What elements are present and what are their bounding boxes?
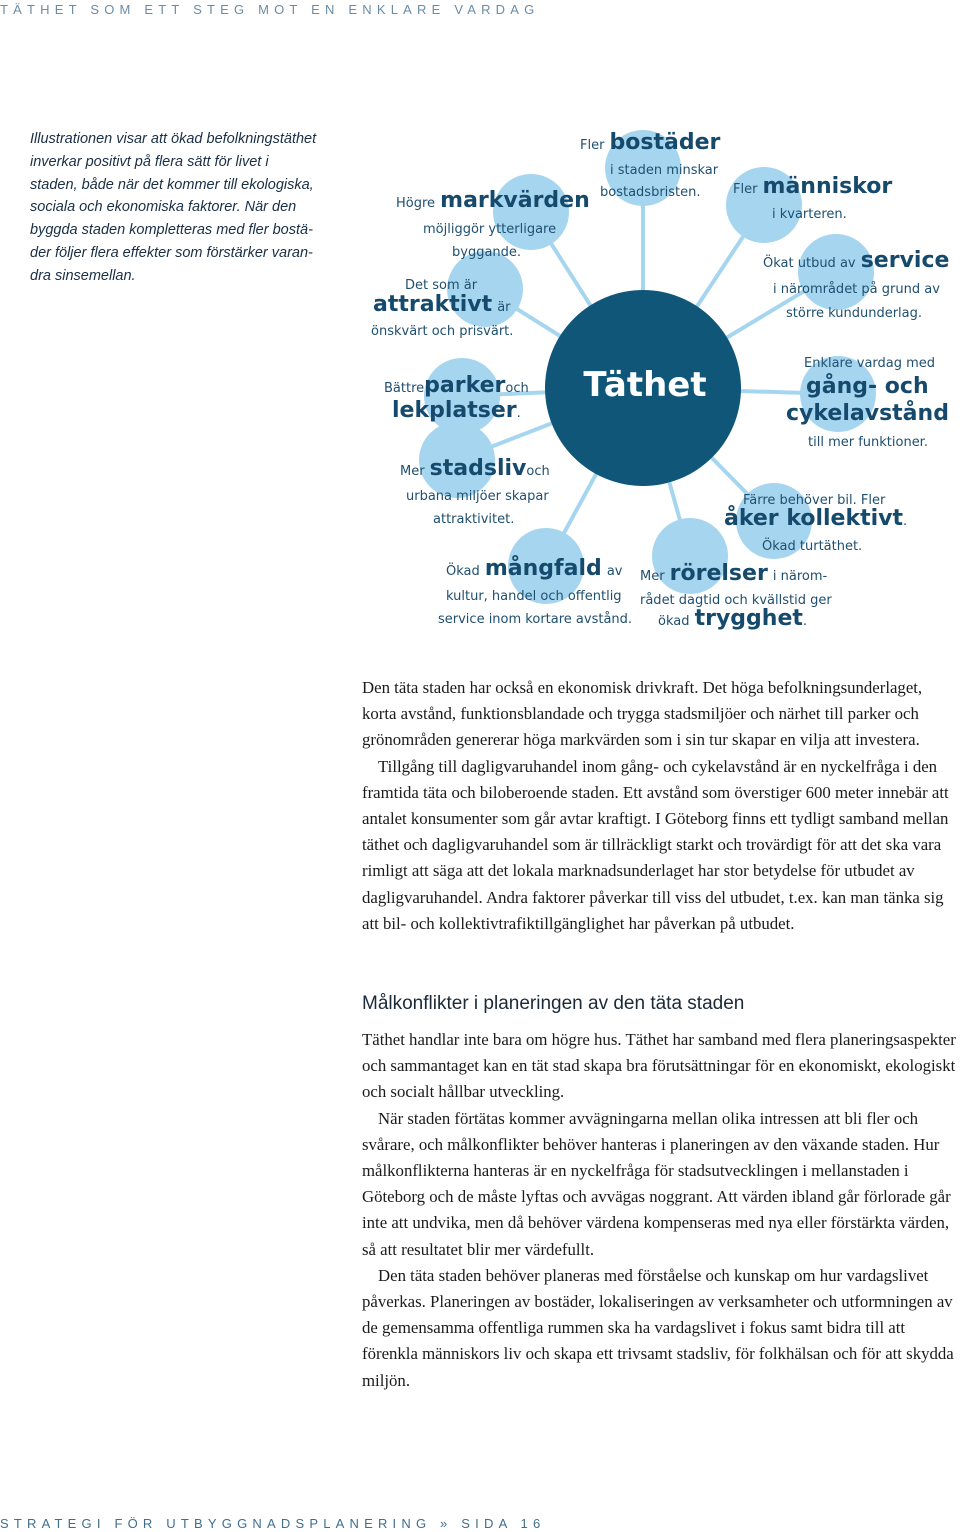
mangfald-line3: service inom kortare avstånd. <box>438 612 633 627</box>
page-header: TÄTHET SOM ETT STEG MOT EN ENKLARE VARDAG <box>0 2 540 17</box>
bostader-keyword: bostäder <box>609 130 721 155</box>
manniskor-keyword: människor <box>762 174 893 199</box>
kollektivt-keyword: åker kollektivt <box>724 506 904 531</box>
trygghet-prefix: ökad <box>658 614 690 629</box>
paragraph: Den täta staden behöver planeras med förståelse och kunskap om hur vardagslivet påverkas. Planeringen av bostäder, lokaliseringen av verksamheter och utformningen av de gemensamma offentliga rummen ska ha vardagslivet i fokus samt bidra till att förenkla människors liv och skapa ett trivsamt stadsliv, för folkhälsan och för att skydda miljön. <box>362 1265 954 1390</box>
label-attraktivt <box>373 292 511 317</box>
service-keyword: service <box>860 248 950 273</box>
gang-line4: till mer funktioner. <box>808 435 928 450</box>
manniskor-prefix: Fler <box>733 182 758 197</box>
kollektivt-line1: Färre behöver bil. Fler <box>743 493 886 508</box>
gang-line1: Enklare vardag med <box>804 356 936 371</box>
label-trygghet <box>658 606 807 631</box>
label-rorelser <box>640 561 827 586</box>
rorelser-suffix: i närom- <box>772 569 828 584</box>
attraktivt-prefix: Det som är <box>405 278 478 293</box>
trygghet-keyword: trygghet <box>694 606 803 631</box>
mangfald-keyword: mångfald <box>484 556 602 581</box>
attraktivt-suffix: är <box>497 300 511 315</box>
label-lekplatser <box>392 398 521 423</box>
parker-suffix: och <box>505 381 529 396</box>
service-prefix: Ökat utbud av <box>763 256 856 271</box>
label-bostader <box>580 130 720 155</box>
rorelser-line2: rådet dagtid och kvällstid ger <box>640 593 832 608</box>
service-line3: större kundunderlag. <box>786 306 923 321</box>
markvarden-line2: möjliggör ytterligare <box>423 222 557 237</box>
service-line2: i närområdet på grund av <box>773 282 940 297</box>
section-heading: Målkonflikter i planeringen av den täta staden <box>362 993 745 1014</box>
attraktivt-line3: önskvärt och prisvärt. <box>371 324 514 339</box>
mangfald-prefix: Ökad <box>446 564 480 579</box>
rorelser-prefix: Mer <box>640 569 665 584</box>
gang-keyword: gång- och <box>806 374 929 399</box>
label-stadsliv <box>400 456 550 481</box>
markvarden-line3: byggande. <box>452 245 522 260</box>
page-footer: STRATEGI FÖR UTBYGGNADSPLANERING » SIDA 16 <box>0 1516 546 1531</box>
label-manniskor <box>733 174 892 199</box>
manniskor-line2: i kvarteren. <box>772 207 847 222</box>
label-parker <box>384 373 529 398</box>
parker-keyword: parker <box>424 373 506 398</box>
body-section-1 <box>362 675 956 937</box>
parker-prefix: Bättre <box>384 381 425 396</box>
label-markvarden <box>396 188 590 213</box>
stadsliv-suffix: och <box>526 464 550 479</box>
trygghet-period: . <box>802 614 808 629</box>
intro-caption: Illustrationen visar att ökad befolkningstäthet inverkar positivt på flera sätt för livet i staden, både när det kommer till ekologiska, sociala och ekonomiska faktorer. När den byggda staden kompletteras med fler bostäder följer flera effekter som förstärker varandra sinsemellan. <box>30 131 317 284</box>
paragraph: Täthet handlar inte bara om högre hus. Täthet har samband med flera planeringsaspekter och sammantaget kan en tät stad skapa bra förutsättningar för en ekonomiskt, ekologiskt och socialt hållbar utveckling. <box>362 1030 956 1102</box>
bostader-prefix: Fler <box>580 138 605 153</box>
stadsliv-prefix: Mer <box>400 464 425 479</box>
label-service <box>763 248 949 273</box>
label-kollektivt <box>724 506 907 531</box>
kollektivt-line3: Ökad turtäthet. <box>762 539 863 554</box>
cykelavstand-keyword: cykelavstånd <box>786 401 949 426</box>
paragraph: Tillgång till dagligvaruhandel inom gång- och cykelavstånd är en nyckelfråga i den framtida täta och biloberoende staden. Ett avstånd som överstiger 600 meter innebär att antalet konsumenter som går avtar kraftigt. I Göteborg finns ett tydligt samband mellan täthet och dagligvaruhandel som är tillräckligt starkt och trovärdigt för att det ska vara rimligt att säga att det lokala marknadsunderlaget har stor betydelse för utbudet av dagligvaruhandel. Andra faktorer påverkar till viss del utbudet, t.ex. kan man tänka sig att bil- och kollektivtrafiktillgänglighet har påverkan på utbudet. <box>362 756 949 933</box>
bostader-line2: i staden minskar <box>610 163 719 178</box>
paragraph: När staden förtätas kommer avvägningarna mellan olika intressen att bli fler och svårare, och målkonflikter behöver hanteras i planeringen av den växande staden. Hur målkonflikterna hanteras är en nyckelfråga för stadsutvecklingen i mellanstaden i Göteborg och de måste lyftas och avvägas noggrant. Att värden ibland går förlorade går inte att undvika, men då behöver värdena kompenseras med nya eller förstärkta värden, så att resultatet blir mer värdefullt. <box>362 1108 951 1259</box>
attraktivt-keyword: attraktivt <box>373 292 493 317</box>
mangfald-suffix: av <box>606 564 623 579</box>
kollektivt-period: . <box>903 514 908 529</box>
bostader-line3: bostadsbristen. <box>600 185 701 200</box>
stadsliv-keyword: stadsliv <box>429 456 527 481</box>
center-label: Täthet <box>583 365 707 405</box>
rorelser-keyword: rörelser <box>669 561 768 586</box>
paragraph: Den täta staden har också en ekonomisk drivkraft. Det höga befolkningsunderlaget, korta avstånd, funktionsblandade och trygga stadsmiljöer och närhet till parker och grönområden genererar höga markvärden som i sin tur skapar en vilja att investera. <box>362 678 923 750</box>
stadsliv-line2: urbana miljöer skapar <box>406 489 549 504</box>
markvarden-prefix: Högre <box>396 196 436 211</box>
body-section-2 <box>362 1027 956 1394</box>
lekplatser-keyword: lekplatser <box>392 398 517 423</box>
stadsliv-line3: attraktivitet. <box>433 512 515 527</box>
lekplatser-period: . <box>516 406 521 421</box>
markvarden-keyword: markvärden <box>440 188 590 213</box>
label-mangfald <box>446 556 623 581</box>
mangfald-line2: kultur, handel och offentlig <box>446 589 622 604</box>
